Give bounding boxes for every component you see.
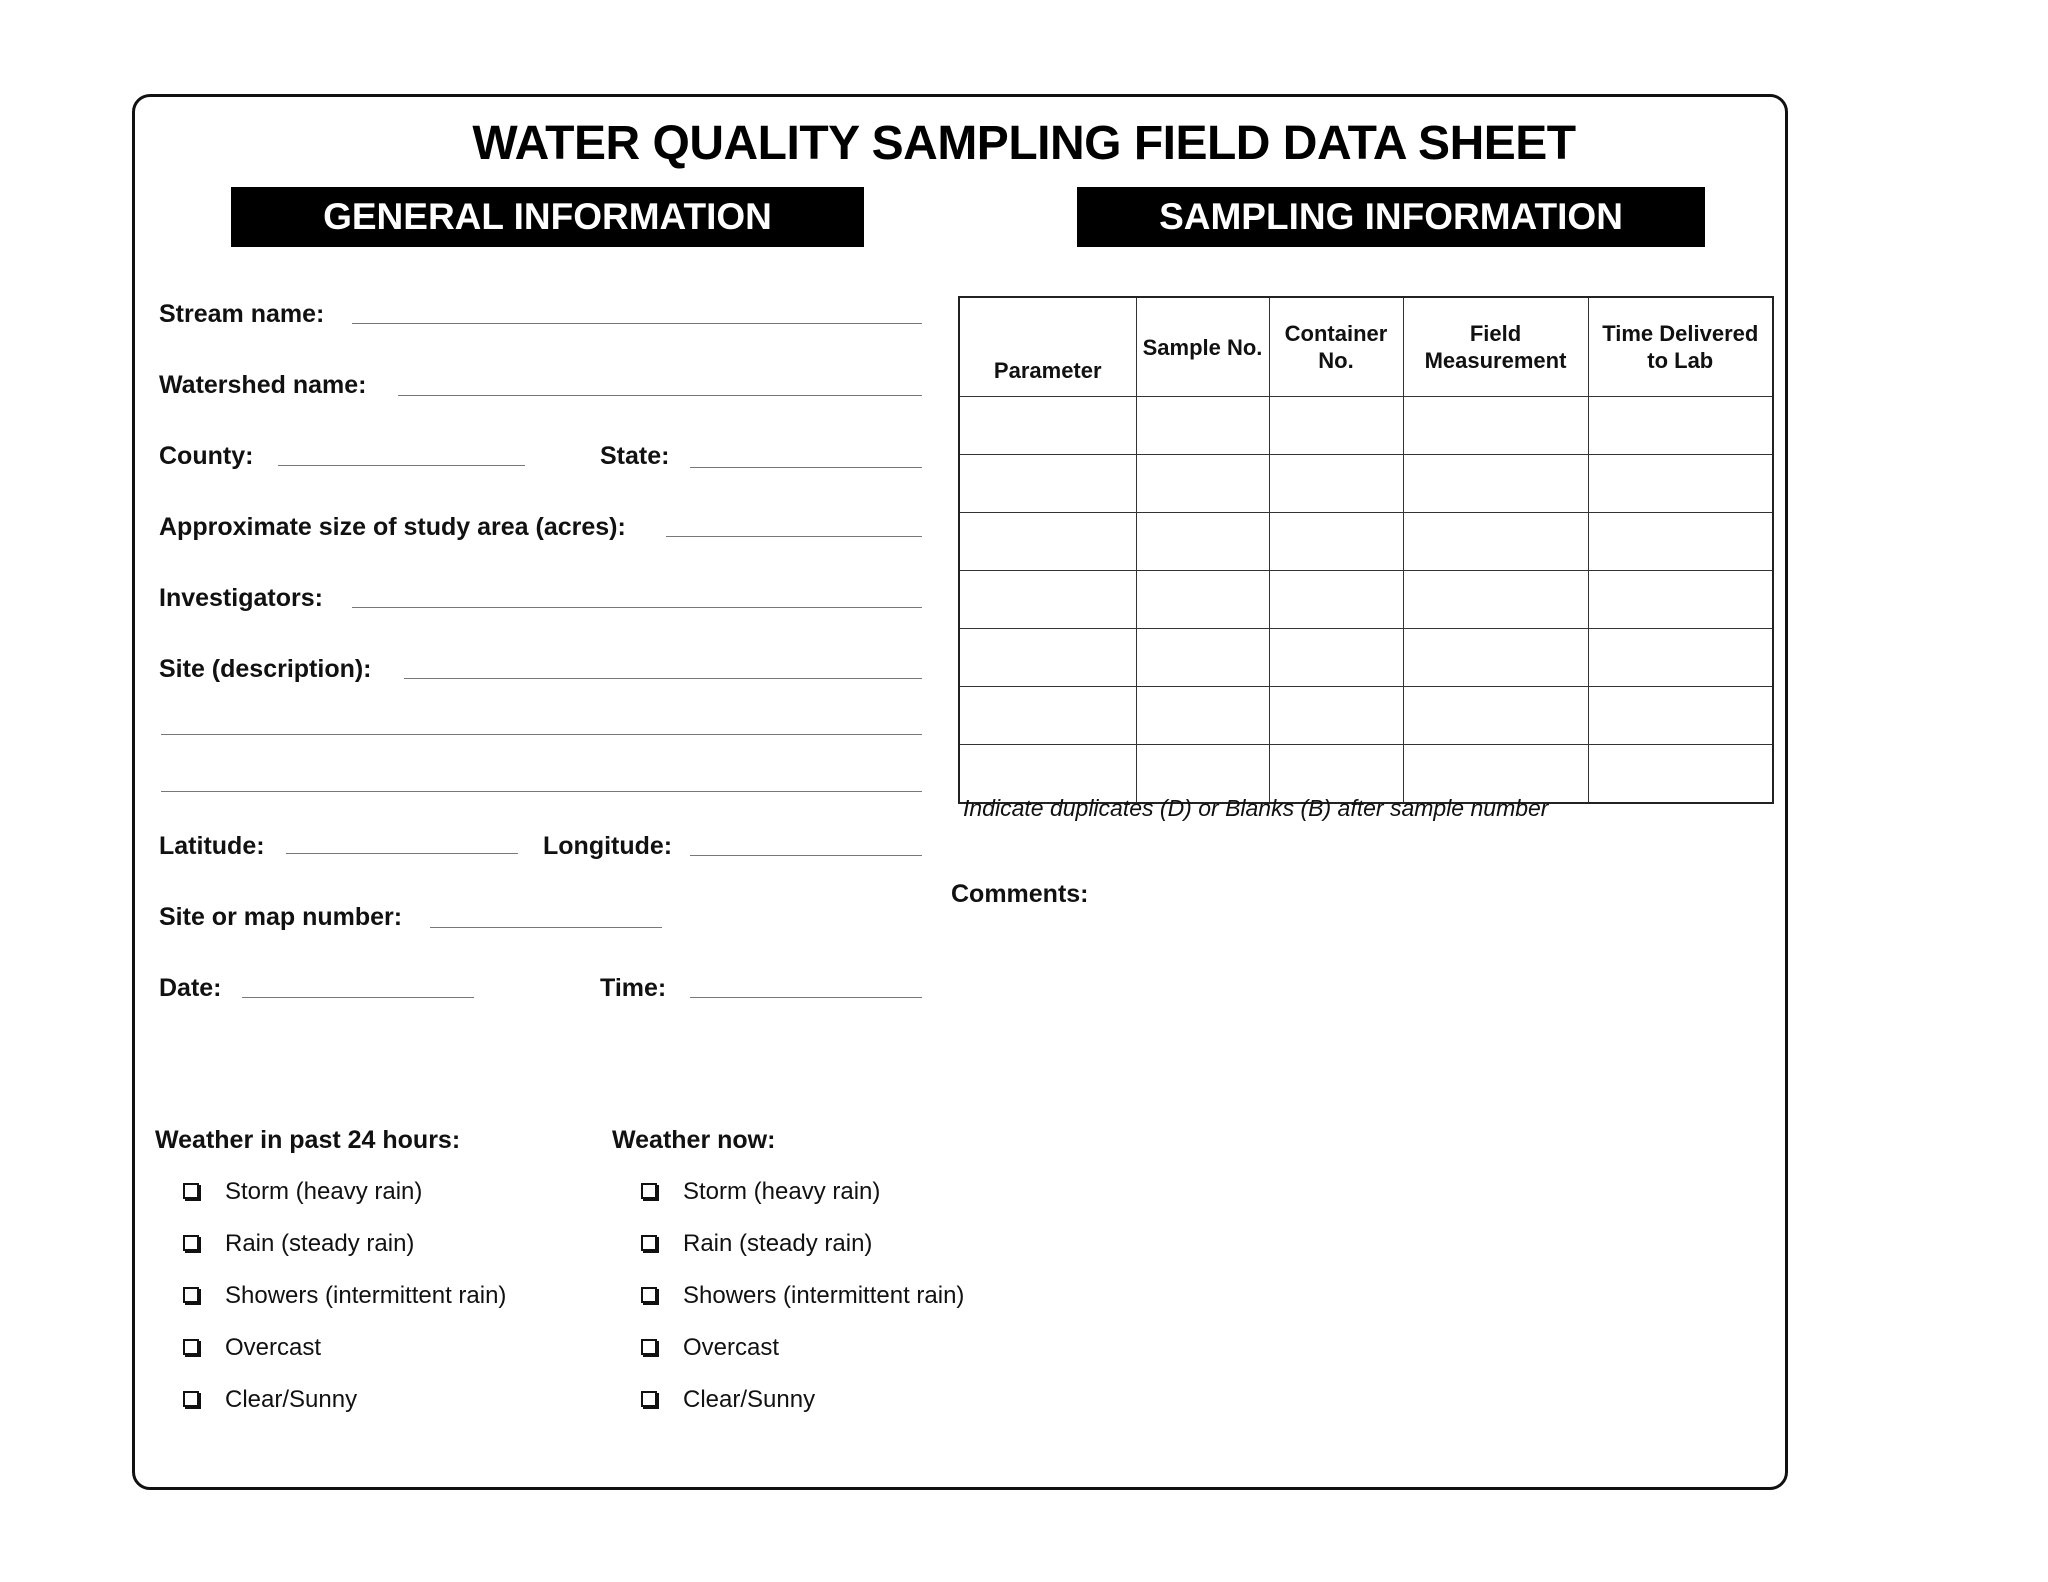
watershed-name-field[interactable] (398, 395, 922, 396)
weather-now-option-rain[interactable]: Rain (steady rain) (641, 1230, 872, 1258)
table-cell[interactable] (959, 687, 1136, 745)
table-cell[interactable] (1136, 571, 1269, 629)
table-cell[interactable] (1269, 513, 1403, 571)
latitude-label: Latitude: (159, 832, 265, 860)
county-field[interactable] (278, 465, 525, 466)
time-label: Time: (600, 974, 667, 1002)
sampling-information-header: SAMPLING INFORMATION (1077, 187, 1705, 247)
weather-past-header: Weather in past 24 hours: (155, 1126, 461, 1154)
table-cell[interactable] (1588, 629, 1773, 687)
site-description-line-3[interactable] (161, 791, 922, 792)
site-description-label: Site (description): (159, 655, 372, 683)
table-cell[interactable] (959, 571, 1136, 629)
weather-past-option-showers[interactable]: Showers (intermittent rain) (183, 1282, 506, 1310)
table-cell[interactable] (1403, 397, 1588, 455)
weather-past-option-storm[interactable]: Storm (heavy rain) (183, 1178, 422, 1206)
table-row (959, 629, 1773, 687)
table-cell[interactable] (1403, 687, 1588, 745)
checkbox-icon[interactable] (641, 1339, 657, 1355)
table-cell[interactable] (1269, 397, 1403, 455)
table-cell[interactable] (1403, 629, 1588, 687)
column-header-time-delivered: Time Delivered to Lab (1588, 297, 1773, 397)
column-header-parameter: Parameter (959, 297, 1136, 397)
table-cell[interactable] (1269, 455, 1403, 513)
table-row (959, 687, 1773, 745)
table-cell[interactable] (1588, 455, 1773, 513)
site-map-number-field[interactable] (430, 927, 662, 928)
weather-now-option-overcast[interactable]: Overcast (641, 1334, 779, 1362)
column-header-field-measurement: Field Measurement (1403, 297, 1588, 397)
weather-now-option-storm[interactable]: Storm (heavy rain) (641, 1178, 880, 1206)
stream-name-field[interactable] (352, 323, 922, 324)
weather-now-header: Weather now: (612, 1126, 776, 1154)
table-row (959, 571, 1773, 629)
date-field[interactable] (242, 997, 474, 998)
date-label: Date: (159, 974, 222, 1002)
sampling-table (958, 296, 1774, 804)
table-row (959, 455, 1773, 513)
table-cell[interactable] (959, 397, 1136, 455)
table-cell[interactable] (1269, 629, 1403, 687)
checkbox-icon[interactable] (641, 1391, 657, 1407)
table-cell[interactable] (1588, 687, 1773, 745)
comments-area[interactable] (951, 920, 1771, 1360)
weather-past-option-clear[interactable]: Clear/Sunny (183, 1386, 357, 1414)
checkbox-icon[interactable] (183, 1391, 199, 1407)
checkbox-icon[interactable] (183, 1339, 199, 1355)
column-header-container-no: Container No. (1269, 297, 1403, 397)
state-label: State: (600, 442, 670, 470)
checkbox-icon[interactable] (641, 1183, 657, 1199)
site-description-line-2[interactable] (161, 734, 922, 735)
latitude-field[interactable] (286, 853, 518, 854)
checkbox-icon[interactable] (641, 1235, 657, 1251)
table-cell[interactable] (1136, 629, 1269, 687)
weather-now-option-clear[interactable]: Clear/Sunny (641, 1386, 815, 1414)
table-cell[interactable] (1269, 687, 1403, 745)
county-label: County: (159, 442, 254, 470)
checkbox-icon[interactable] (183, 1235, 199, 1251)
duplicates-note: Indicate duplicates (D) or Blanks (B) after sample number (963, 795, 1549, 821)
table-cell[interactable] (959, 513, 1136, 571)
weather-past-option-rain[interactable]: Rain (steady rain) (183, 1230, 414, 1258)
time-field[interactable] (690, 997, 922, 998)
table-cell[interactable] (1136, 687, 1269, 745)
table-cell[interactable] (959, 455, 1136, 513)
checkbox-icon[interactable] (183, 1183, 199, 1199)
table-cell[interactable] (1403, 571, 1588, 629)
longitude-label: Longitude: (543, 832, 673, 860)
table-cell[interactable] (1136, 455, 1269, 513)
study-area-size-label: Approximate size of study area (acres): (159, 513, 626, 541)
investigators-label: Investigators: (159, 584, 323, 612)
study-area-size-field[interactable] (666, 536, 922, 537)
table-cell[interactable] (1588, 513, 1773, 571)
table-row (959, 513, 1773, 571)
state-field[interactable] (690, 467, 922, 468)
table-cell[interactable] (1588, 745, 1773, 804)
table-cell[interactable] (959, 629, 1136, 687)
table-cell[interactable] (1136, 513, 1269, 571)
general-information-header: GENERAL INFORMATION (231, 187, 864, 247)
comments-label: Comments: (951, 880, 1089, 908)
watershed-name-label: Watershed name: (159, 371, 367, 399)
longitude-field[interactable] (690, 855, 922, 856)
column-header-sample-no: Sample No. (1136, 297, 1269, 397)
site-description-field[interactable] (404, 678, 922, 679)
table-row (959, 397, 1773, 455)
page-title: WATER QUALITY SAMPLING FIELD DATA SHEET (472, 117, 1576, 170)
weather-past-option-overcast[interactable]: Overcast (183, 1334, 321, 1362)
table-cell[interactable] (1403, 513, 1588, 571)
table-header-row (959, 297, 1773, 397)
checkbox-icon[interactable] (183, 1287, 199, 1303)
stream-name-label: Stream name: (159, 300, 325, 328)
table-cell[interactable] (1269, 571, 1403, 629)
table-cell[interactable] (1588, 571, 1773, 629)
table-cell[interactable] (1403, 455, 1588, 513)
investigators-field[interactable] (352, 607, 922, 608)
checkbox-icon[interactable] (641, 1287, 657, 1303)
weather-now-option-showers[interactable]: Showers (intermittent rain) (641, 1282, 964, 1310)
table-cell[interactable] (1588, 397, 1773, 455)
site-map-number-label: Site or map number: (159, 903, 403, 931)
table-cell[interactable] (1136, 397, 1269, 455)
